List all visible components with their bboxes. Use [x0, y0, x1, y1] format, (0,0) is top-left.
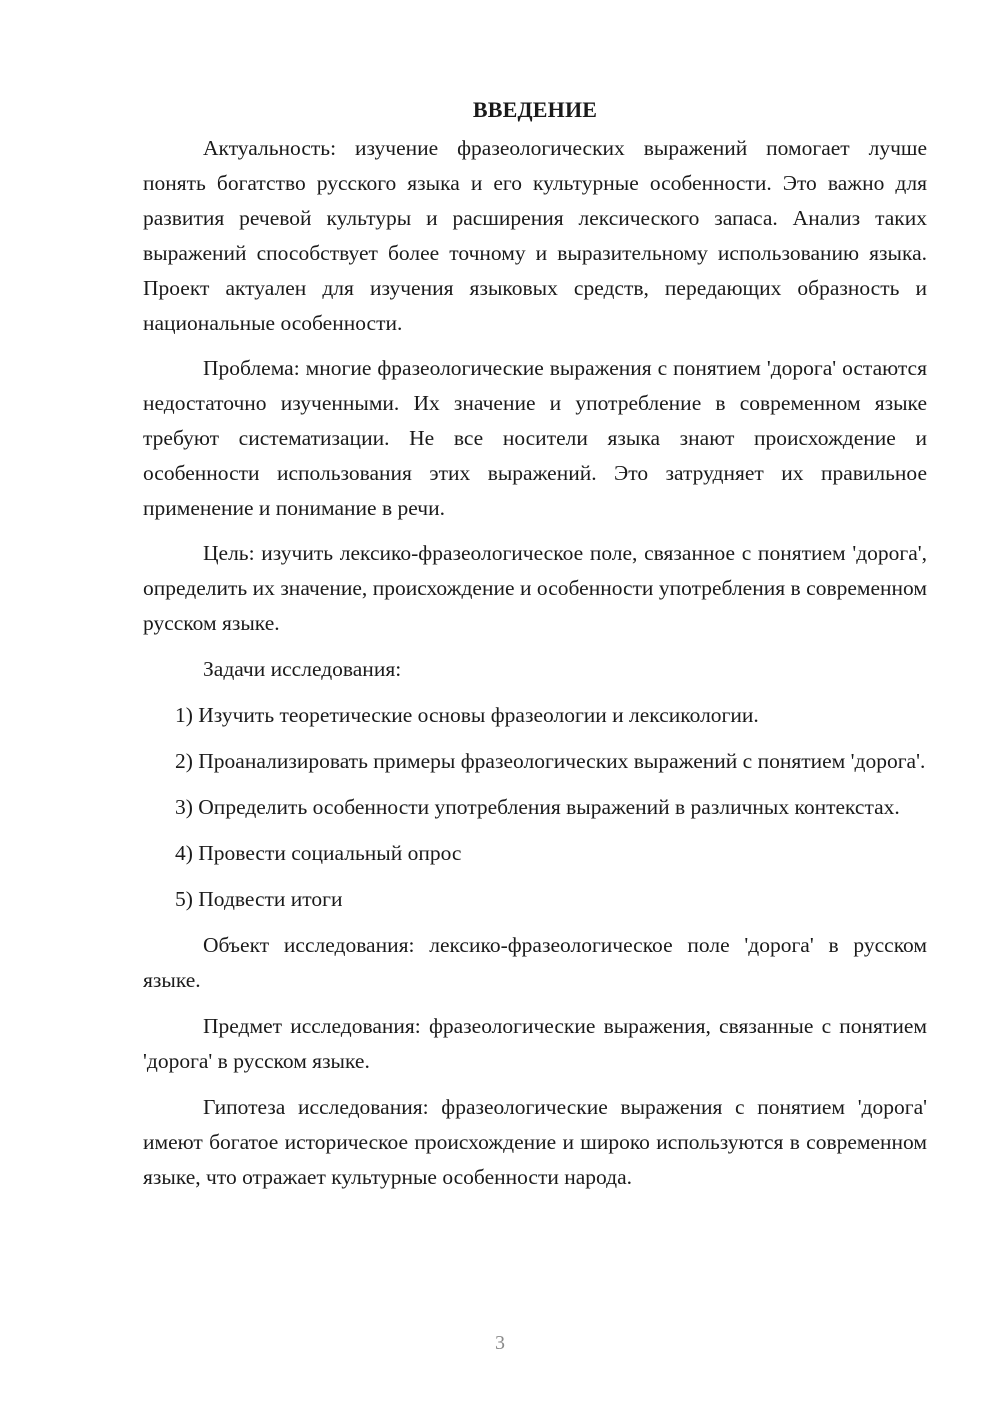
paragraph-relevance: Актуальность: изучение фразеологических выражений помогает лучше понять богатство русского языка и его культурные особенности. Это важно для развития речевой культуры и расширения лексического запаса. Анализ таких выражений способствует более точному и выразительному использованию языка. Проект актуален для изучения языковых средств, передающих образность и национальные особенности.	[143, 136, 927, 335]
paragraph-object: Объект исследования: лексико-фразеологическое поле 'дорога' в русском языке.	[143, 933, 927, 992]
tasks-heading: Задачи исследования:	[203, 657, 402, 681]
paragraph-problem: Проблема: многие фразеологические выражения с понятием 'дорога' остаются недостаточно изученными. Их значение и употребление в современном языке требуют систематизации. Не все носители языка знают происхождение и особенности использования этих выражений. Это затрудняет их правильное применение и понимание в речи.	[143, 356, 927, 520]
document-page	[143, 92, 927, 1195]
page-title: ВВЕДЕНИЕ	[472, 97, 598, 122]
paragraph-hypothesis: Гипотеза исследования: фразеологические выражения с понятием 'дорога' имеют богатое историческое происхождение и широко используются в современном языке, что отражает культурные особенности народа.	[143, 1095, 927, 1189]
task-item-5: 5) Подвести итоги	[175, 887, 343, 911]
task-item-1: 1) Изучить теоретические основы фразеологии и лексикологии.	[175, 703, 759, 727]
page-number: 3	[495, 1332, 505, 1354]
paragraph-goal: Цель: изучить лексико-фразеологическое поле, связанное с понятием 'дорога', определить их значение, происхождение и особенности употребления в современном русском языке.	[143, 541, 927, 635]
paragraph-subject: Предмет исследования: фразеологические выражения, связанные с понятием 'дорога' в русском языке.	[143, 1014, 927, 1073]
task-item-3: 3) Определить особенности употребления выражений в различных контекстах.	[175, 795, 900, 819]
task-item-4: 4) Провести социальный опрос	[175, 841, 462, 865]
task-item-2: 2) Проанализировать примеры фразеологических выражений с понятием 'дорога'.	[175, 749, 926, 773]
